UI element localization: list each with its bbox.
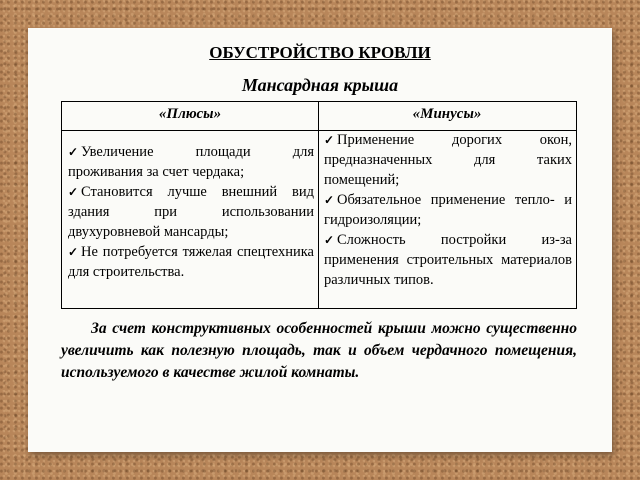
cons-header: «Минусы» (412, 106, 482, 122)
cons-list (324, 130, 572, 290)
summary-paragraph: За счет конструктивных особенностей крыши можно существенно увеличить как полезную площадь, так и объем чердачного помещения, используемого в качестве жилой комнаты. (61, 320, 577, 381)
list-item: ✓ Становится лучше внешний вид здания при использовании двухуровневой мансарды; (68, 184, 314, 240)
list-item: ✓ Обязательное применение тепло- и гидроизоляции; (324, 192, 572, 228)
list-item: ✓ Применение дорогих окон, предназначенных для таких помещений; (324, 132, 572, 188)
page-title: ОБУСТРОЙСТВО КРОВЛИ (209, 43, 431, 62)
check-icon: ✓ (68, 245, 79, 259)
pros-header: «Плюсы» (158, 106, 222, 122)
list-item: ✓ Не потребуется тяжелая спецтехника для строительства. (68, 244, 314, 280)
page-subtitle: Мансардная крыша (241, 75, 399, 95)
column-divider (318, 102, 319, 308)
check-icon: ✓ (68, 185, 79, 199)
check-icon: ✓ (324, 133, 335, 147)
check-icon: ✓ (68, 145, 79, 159)
pros-list (68, 142, 314, 282)
list-item: ✓ Сложность постройки из-за применения строительных материалов различных типов. (324, 232, 572, 288)
pros-cons-table (61, 101, 577, 309)
check-icon: ✓ (324, 233, 335, 247)
check-icon: ✓ (324, 193, 335, 207)
list-item: ✓ Увеличение площади для проживания за счет чердака; (68, 144, 314, 180)
